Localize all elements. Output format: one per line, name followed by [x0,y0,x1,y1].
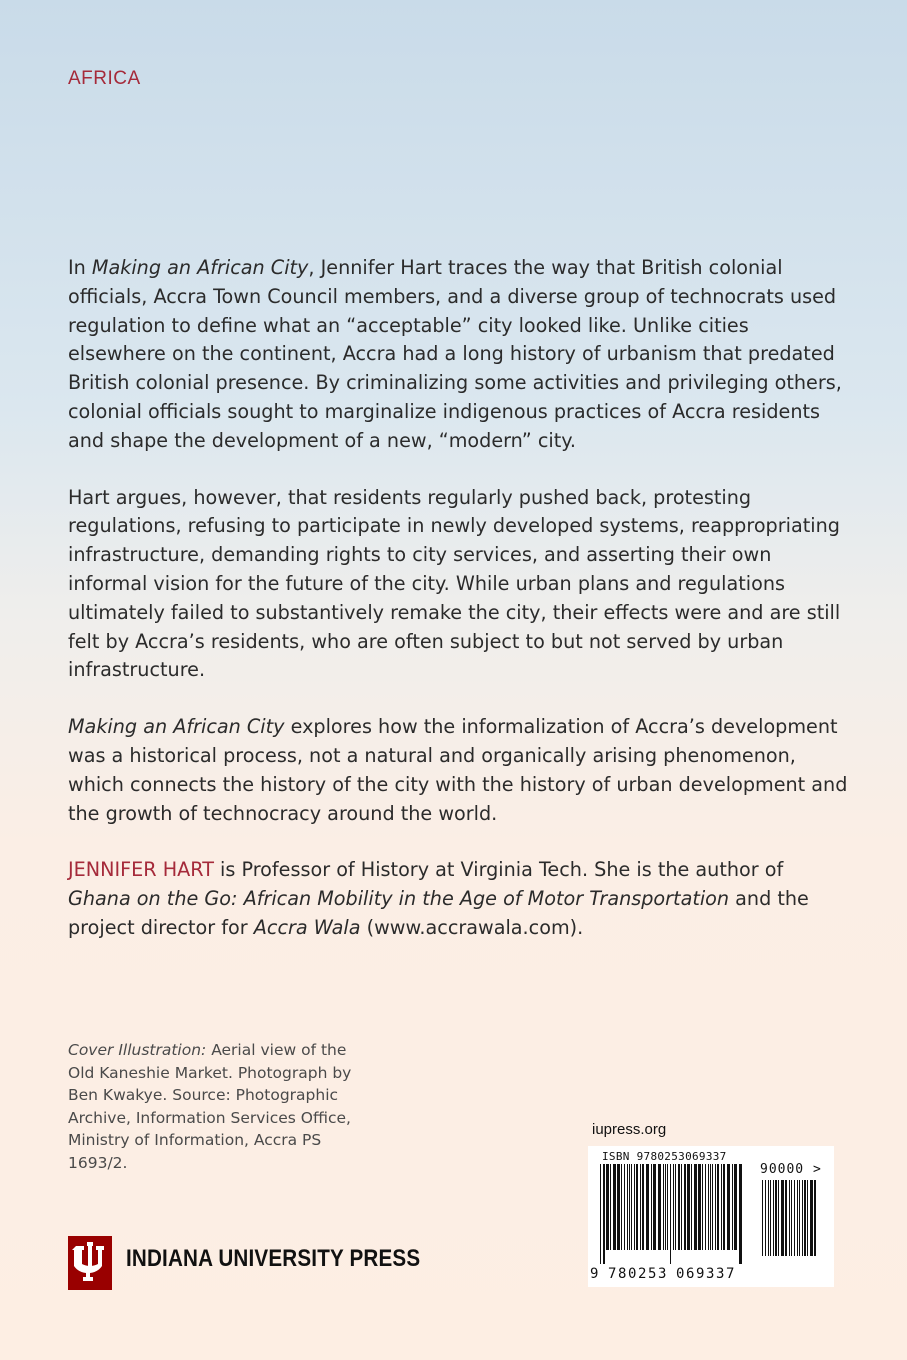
barcode-bar [723,1164,725,1250]
blurb-paragraph-3: Making an African City explores how the informalization of Accra’s development was a historical process, not a natural and organically arising phenomenon, which connects the history of the city with the history of urban development and the growth of technocracy around the world. [68,715,848,825]
barcode-bar [634,1164,635,1250]
barcode-digit: 8 [618,1266,627,1282]
barcode-digit: 0 [628,1266,637,1282]
barcode-bar [721,1164,722,1250]
barcode-bar [617,1164,620,1250]
barcode-digit: 7 [726,1266,735,1282]
barcode-bar [789,1180,790,1256]
barcode-bar [727,1164,730,1250]
barcode-bar [613,1164,616,1250]
barcode-bar [603,1164,605,1264]
author-name: JENNIFER HART [68,858,214,882]
barcode-bar [785,1180,787,1256]
blurb-paragraph-1: In Making an African City, Jennifer Hart traces the way that British colonial officials, Accra Town Council members, and a diverse group of technocrats used regulation to define what an “acceptable” city looked like. Unlike cities elsewhere on the continent, Accra had a long history of urbanism that predated British colonial presence. By criminalizing some activities and privileging others, colonial officials sought to marginalize indigenous practices of Accra residents and shape the development of a new, “modern” city. [68,256,842,452]
barcode-bar [810,1180,813,1256]
barcode-bar [712,1164,713,1250]
barcode-digit: 6 [686,1266,695,1282]
barcode-bar [684,1164,686,1250]
barcode-digit: 7 [608,1266,617,1282]
publisher-name: INDIANA UNIVERSITY PRESS [126,1245,421,1272]
barcode-bar [646,1164,649,1250]
barcode-bar [606,1164,609,1250]
isbn-barcode [588,1146,834,1287]
barcode-bar [687,1164,690,1250]
barcode-bar [624,1164,625,1250]
barcode-bar [667,1164,668,1250]
barcode-bar [797,1180,798,1256]
price-code: 90000 > [760,1162,822,1177]
description-blurb [68,254,848,971]
barcode-bar [717,1164,719,1250]
barcode-digit: 3 [716,1266,725,1282]
barcode-digit: 2 [638,1266,647,1282]
barcode-bar [694,1164,697,1250]
project-title: Accra Wala [253,915,361,939]
barcode-bar [710,1164,711,1250]
barcode-bar [708,1164,709,1250]
barcode-bar [794,1180,795,1256]
barcode-bar [762,1180,763,1256]
barcode-bar [770,1180,771,1256]
barcode-bar [600,1164,601,1264]
barcode-bar [629,1164,630,1250]
book-title: Making an African City [91,256,309,279]
barcode-digit: 5 [648,1266,657,1282]
barcode-digit: 9 [590,1266,599,1282]
barcode-bar [651,1164,652,1250]
author-bio: JENNIFER HART is Professor of History at Virginia Tech. She is the author of Ghana on the Go: African Mobility in the Age of Motor Transportation and the project director for Accra Wala (www.accrawala.com). [68,858,809,939]
barcode-bar [653,1164,656,1250]
blurb-paragraph-2: Hart argues, however, that residents regularly pushed back, protesting regulations, refusing to participate in newly developed systems, reappropriating infrastructure, demanding rights to city services, and asserting their own informal vision for the future of the city. While urban plans and regulations ultimately failed to substantively remake the city, their effects were and are still felt by Accra’s residents, who are often subject to but not served by urban infrastructure. [68,485,841,682]
barcode-bar [631,1164,632,1250]
barcode-bar [621,1164,622,1250]
barcode-bar [768,1180,769,1256]
barcode-bar [663,1164,664,1250]
book-title: Making an African City [68,715,285,739]
barcode-bar [802,1180,803,1256]
barcode-bar [642,1164,644,1250]
barcode-bar [807,1180,808,1256]
barcode-bar [702,1164,703,1250]
barcode-bar [778,1180,779,1256]
barcode-bar [698,1164,701,1250]
barcode-bar [804,1180,806,1256]
cover-credit: Cover Illustration: Aerial view of the Old Kaneshie Market. Photograph by Ben Kwakye. Source: Photographic Archive, Information Services Office, Ministry of Information, Accra PS 1693/2. [68,1041,352,1172]
other-book-title: Ghana on the Go: African Mobility in the Age of Motor Transportation [68,887,730,911]
barcode-bar [765,1180,766,1256]
barcode-bar [732,1164,733,1250]
iu-trident-logo [68,1236,112,1290]
barcode-bar [627,1164,628,1250]
barcode-bar [775,1180,777,1256]
barcode-digit: 9 [696,1266,705,1282]
barcode-bar [640,1164,641,1250]
barcode-bar [678,1164,680,1250]
category-label: AFRICA [68,68,141,89]
barcode-bar [665,1164,666,1250]
barcode-bar [781,1180,784,1256]
barcode-bar [691,1164,692,1250]
barcode-bar [739,1164,742,1264]
addon-barcode-bars [760,1180,820,1270]
barcode-bar [610,1164,611,1250]
barcode-bar [715,1164,716,1250]
publisher-website: iupress.org [592,1121,667,1138]
barcode-bar [705,1164,706,1250]
barcode-digit: 3 [706,1266,715,1282]
barcode-bar [791,1180,792,1256]
barcode-bar [636,1164,638,1250]
barcode-bar [773,1180,774,1256]
barcode-bar [799,1180,800,1256]
barcode-bar [675,1164,676,1250]
barcode-bar [658,1164,661,1250]
barcode-bar [814,1180,816,1256]
barcode-bar [681,1164,682,1250]
barcode-bar [673,1164,674,1250]
isbn-label: ISBN 9780253069337 [602,1150,727,1163]
barcode-digit: 0 [676,1266,685,1282]
barcode-bars [598,1164,744,1264]
barcode-bar [670,1164,671,1264]
barcode-digit: 3 [658,1266,667,1282]
barcode-bar [734,1164,737,1250]
